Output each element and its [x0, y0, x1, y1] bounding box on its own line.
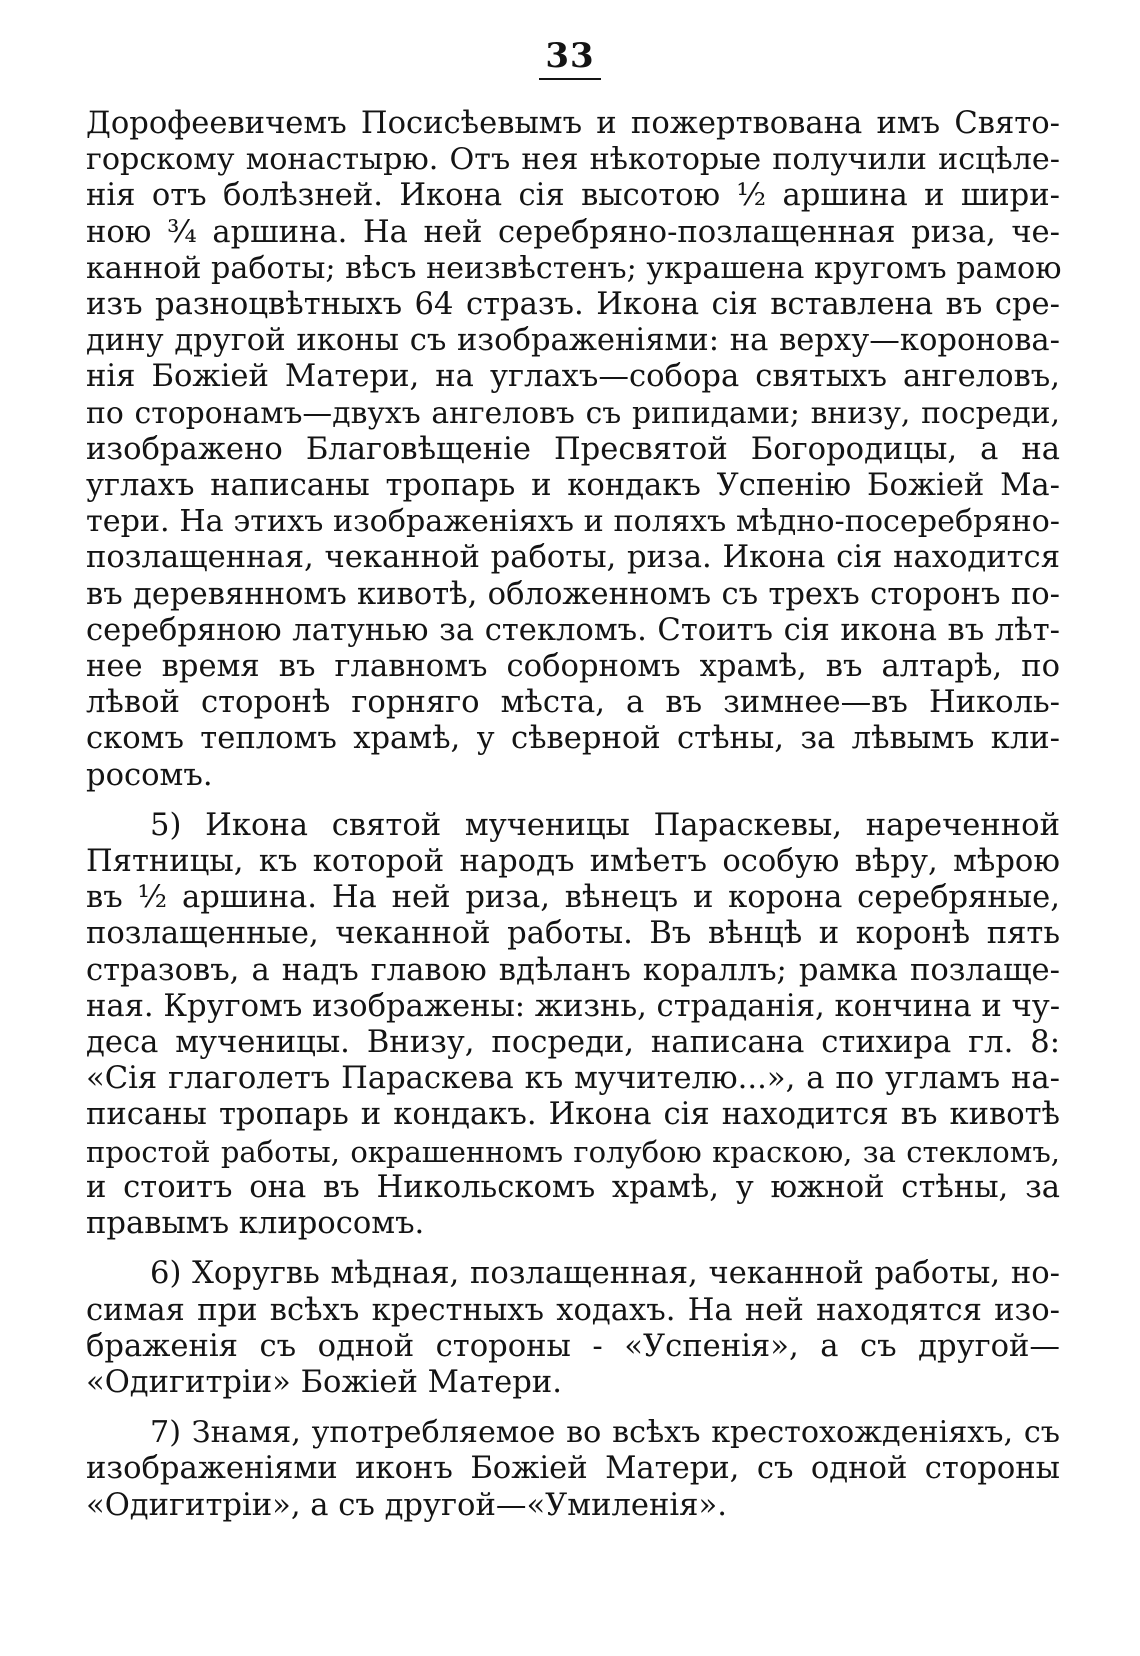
text-line: въ ½ аршина. На ней риза, вѣнецъ и корона серебряные,: [86, 880, 1060, 916]
text-line: серебряною латунью за стекломъ. Стоитъ сія икона въ лѣт-: [86, 612, 1060, 648]
text-line: браженія съ одной стороны - «Успенія», а съ другой—: [86, 1328, 1060, 1364]
text-line: канной работы; вѣсъ неизвѣстенъ; украшена кругомъ рамою: [86, 250, 1062, 286]
text-line: симая при всѣхъ крестныхъ ходахъ. На ней находятся изо-: [86, 1292, 1060, 1328]
text-line: 7) Знамя, употребляемое во всѣхъ крестохожденіяхъ, съ: [150, 1415, 1060, 1451]
text-line: нее время въ главномъ соборномъ храмѣ, въ алтарѣ, по: [86, 649, 1060, 685]
paragraph-item-7: [86, 1415, 1060, 1524]
text-line: нія Божіей Матери, на углахъ—собора святыхъ ангеловъ,: [86, 359, 1060, 395]
text-line: изображено Благовѣщеніе Пресвятой Богородицы, а на: [86, 431, 1060, 467]
text-line: позлащенные, чеканной работы. Въ вѣнцѣ и коронѣ пять: [86, 916, 1060, 952]
text-line: росомъ.: [86, 757, 213, 793]
text-line: дину другой иконы съ изображеніями: на верху—коронова-: [86, 323, 1060, 359]
text-line: горскому монастырю. Отъ нея нѣкоторые получили исцѣле-: [86, 142, 1060, 178]
text-line: по сторонамъ—двухъ ангеловъ съ рипидами; внизу, посреди,: [86, 395, 1060, 431]
text-line: стразовъ, а надъ главою вдѣланъ кораллъ; рамка позлаще-: [86, 952, 1060, 988]
text-line: Пятницы, къ которой народъ имѣетъ особую вѣру, мѣрою: [86, 844, 1060, 880]
text-line: изображеніями иконъ Божіей Матери, съ одной стороны: [86, 1451, 1060, 1487]
text-line: «Одигитріи» Божіей Матери.: [86, 1364, 562, 1400]
text-line: тери. На этихъ изображеніяхъ и поляхъ мѣдно-посеребряно-: [86, 504, 1060, 540]
text-line: ною ¾ аршина. На ней серебряно-позлащенная риза, че-: [86, 214, 1060, 250]
text-line: деса мученицы. Внизу, посреди, написана стихира гл. 8:: [86, 1025, 1060, 1061]
text-line: 6) Хоругвь мѣдная, позлащенная, чеканной работы, но-: [150, 1256, 1060, 1292]
paragraph-item-6: [86, 1256, 1060, 1401]
paragraph-continuation: [86, 106, 1060, 794]
text-line: углахъ написаны тропарь и кондакъ Успенію Божіей Ма-: [86, 468, 1060, 504]
text-line: и стоитъ она въ Никольскомъ храмѣ, у южной стѣны, за: [86, 1169, 1060, 1205]
page-number: 33: [0, 36, 1140, 76]
text-line: нія отъ болѣзней. Икона сія высотою ½ аршина и шири-: [86, 178, 1060, 214]
text-line: лѣвой сторонѣ горняго мѣста, а въ зимнее—въ Николь-: [86, 685, 1060, 721]
text-line: въ деревянномъ кивотѣ, обложенномъ съ трехъ сторонъ по-: [86, 576, 1060, 612]
text-line: позлащенная, чеканной работы, риза. Икона сія находится: [86, 540, 1060, 576]
text-line: простой работы, окрашенномъ голубою краскою, за стекломъ,: [86, 1134, 1060, 1169]
text-line: правымъ клиросомъ.: [86, 1206, 425, 1242]
text-line: Дорофеевичемъ Посисѣевымъ и пожертвована имъ Свято-: [86, 106, 1060, 141]
text-line: изъ разноцвѣтныхъ 64 стразъ. Икона сія вставлена въ сре-: [86, 287, 1060, 323]
text-line: ная. Кругомъ изображены: жизнь, страданія, кончина и чу-: [86, 988, 1061, 1024]
text-line: писаны тропарь и кондакъ. Икона сія находится въ кивотѣ: [86, 1097, 1060, 1133]
text-line: 5) Икона святой мученицы Параскевы, нареченной: [150, 807, 1060, 843]
text-line: скомъ тепломъ храмѣ, у сѣверной стѣны, за лѣвымъ кли-: [86, 721, 1060, 757]
paragraph-item-5: [86, 808, 1060, 1242]
text-line: «Сія глаголетъ Параскева къ мучителю...», а по угламъ на-: [86, 1061, 1060, 1097]
body-text: [86, 106, 1060, 1524]
text-line: «Одигитріи», а съ другой—«Умиленія».: [86, 1487, 727, 1523]
